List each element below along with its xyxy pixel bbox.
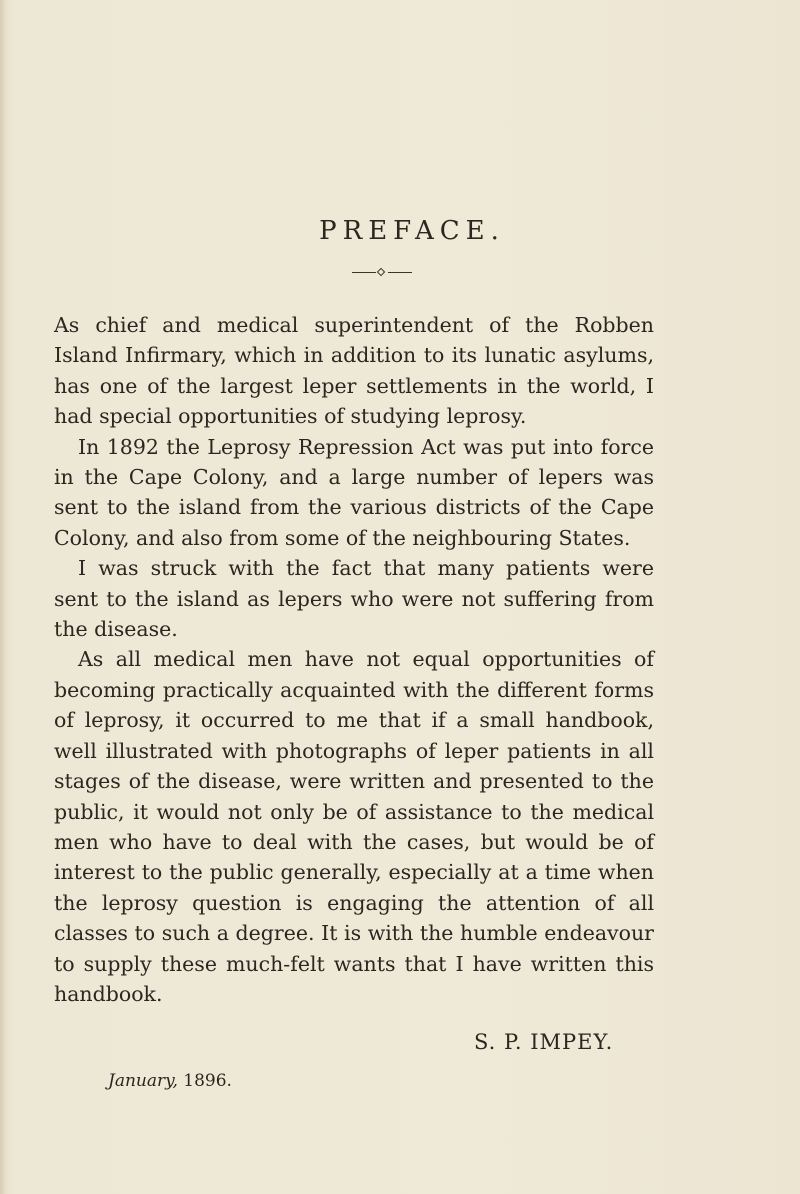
paragraph-1: As chief and medical superintendent of the Robben Island Infirmary, which in addition to its lunatic asylums, has one of the largest leper settlements in the world, I had special opportunities of studying leprosy. — [54, 313, 654, 429]
ornamental-divider — [352, 270, 412, 276]
preface-body — [54, 310, 654, 1009]
date-line — [108, 1071, 232, 1091]
paragraph-2: In 1892 the Leprosy Repression Act was put into force in the Cape Colony, and a large number of lepers was sent to the island from the various districts of the Cape Colony, and also from some of the neighbouring States. — [54, 434, 654, 550]
divider-diamond — [377, 268, 385, 276]
divider-line-left — [352, 272, 376, 273]
author-signature: S. P. IMPEY. — [474, 1030, 614, 1054]
paragraph-4: As all medical men have not equal opportunities of becoming practically acquainted with the different forms of leprosy, it occurred to me that if a small handbook, well illustrated with photographs of leper patients in all stages of the disease, were written and presented to the public, it would not only be of assistance to the medical men who have to deal with the cases, but would be of interest to the public generally, especially at a time when the leprosy question is engaging the attention of all classes to such a degree. It is with the humble endeavour to supply these much-felt wants that I have written this handbook. — [54, 647, 654, 1006]
date-year: 1896. — [183, 1071, 232, 1091]
paragraph-3: I was struck with the fact that many patients were sent to the island as lepers who were not suffering from the disease. — [54, 556, 654, 642]
page-spine-shadow — [0, 0, 6, 1194]
page-title: PREFACE. — [319, 216, 505, 246]
divider-line-right — [388, 272, 412, 273]
date-month: January, — [108, 1071, 178, 1091]
